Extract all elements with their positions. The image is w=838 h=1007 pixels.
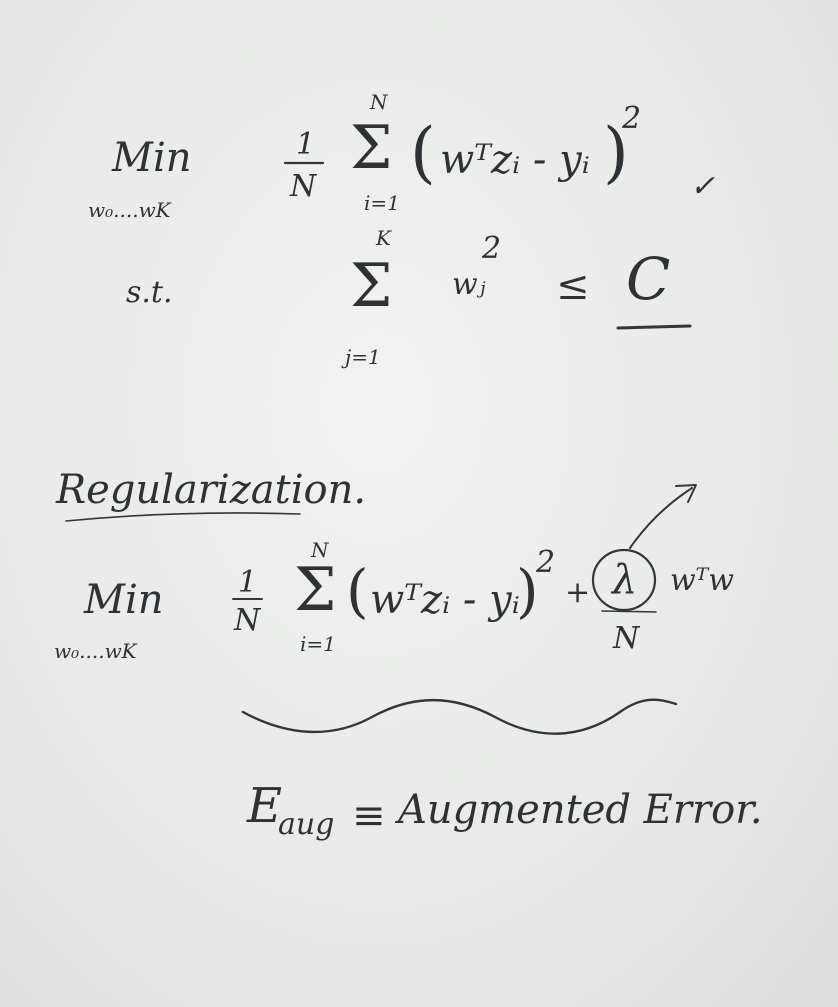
sum3-lower-limit: i=1 bbox=[300, 632, 336, 656]
arrow-shaft bbox=[630, 488, 692, 548]
sum-symbol: Σ bbox=[350, 113, 393, 183]
sum2-lower-limit: j=1 bbox=[345, 345, 381, 369]
min-subscript-2: w₀....wK bbox=[54, 639, 137, 663]
fraction-numerator-2: 1 bbox=[238, 565, 258, 600]
open-paren: ( bbox=[410, 114, 436, 191]
lambda-symbol: λ bbox=[612, 557, 638, 603]
subject-to-label: s.t. bbox=[126, 275, 173, 310]
min-subscript: w₀....wK bbox=[88, 198, 171, 222]
weight-exponent: 2 bbox=[482, 231, 502, 266]
weight-term: wⱼ bbox=[452, 267, 486, 302]
sum-upper-limit: N bbox=[370, 90, 388, 114]
fraction-denominator: N bbox=[290, 169, 317, 204]
bound-underline bbox=[618, 326, 690, 328]
sum2-symbol: Σ bbox=[350, 251, 393, 321]
fraction-denominator-2: N bbox=[234, 603, 261, 638]
augmented-error-label: Augmented Error. bbox=[398, 787, 763, 833]
augmented-error-subscript: aug bbox=[278, 807, 335, 842]
fraction-bar-3 bbox=[602, 611, 656, 612]
equivalence-symbol: ≡ bbox=[352, 793, 386, 839]
augmented-error-symbol: E bbox=[247, 778, 283, 834]
wavy-line bbox=[243, 700, 676, 734]
open-paren-2: ( bbox=[346, 557, 369, 625]
min-label: Min bbox=[112, 135, 192, 181]
sum2-upper-limit: K bbox=[376, 226, 391, 250]
close-paren: ) bbox=[603, 114, 629, 191]
sum-lower-limit: i=1 bbox=[364, 191, 400, 215]
sum3-upper-limit: N bbox=[311, 538, 329, 562]
close-paren-2: ) bbox=[516, 557, 539, 625]
plus-sign: + bbox=[565, 575, 591, 610]
lambda-denominator: N bbox=[613, 621, 640, 656]
residual-term-2: wᵀzᵢ - yᵢ bbox=[370, 577, 520, 623]
arrow-head bbox=[676, 485, 696, 502]
sum3-symbol: Σ bbox=[294, 555, 337, 625]
fraction-numerator: 1 bbox=[296, 127, 316, 162]
title-underline bbox=[66, 513, 300, 521]
square-exponent-2: 2 bbox=[536, 545, 556, 580]
regularization-title: Regularization. bbox=[56, 467, 367, 513]
bound-constant: C bbox=[626, 245, 671, 313]
leq-symbol: ≤ bbox=[556, 263, 590, 309]
check-mark: ✓ bbox=[690, 169, 716, 204]
residual-term: wᵀzᵢ - yᵢ bbox=[440, 137, 590, 183]
penalty-term: wᵀw bbox=[670, 563, 734, 598]
min-label-2: Min bbox=[84, 577, 164, 623]
square-exponent: 2 bbox=[622, 101, 642, 136]
